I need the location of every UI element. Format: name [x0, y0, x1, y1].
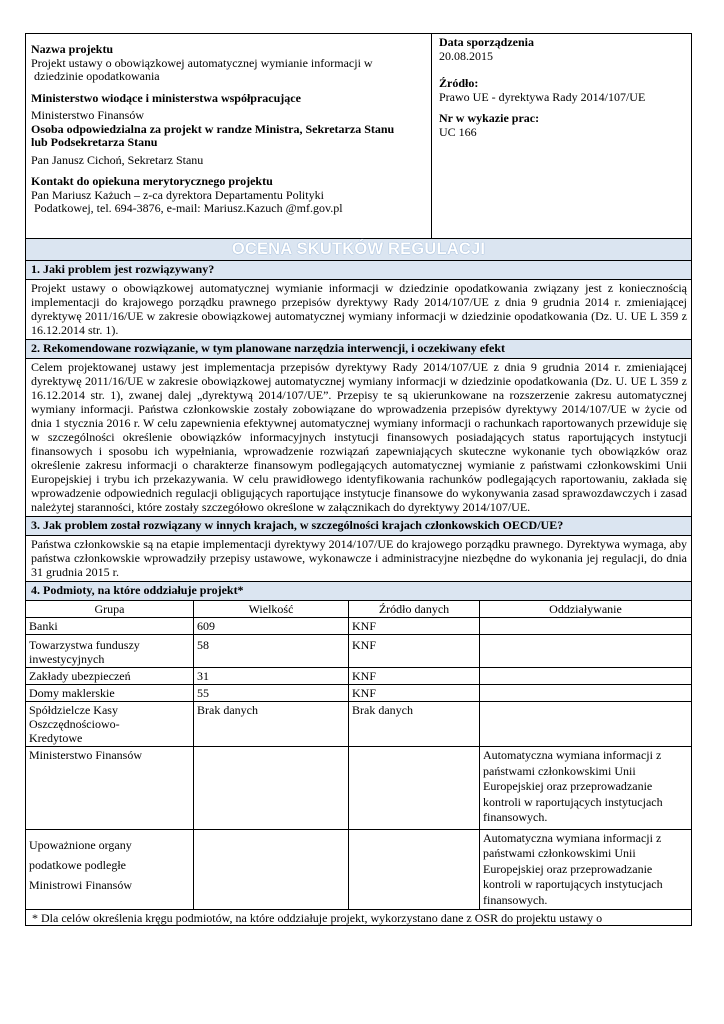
section-3-body: Państwa członkowskie są na etapie implementacji dyrektywy 2014/107/UE do krajowego porządku prawnego. Dyrektywa wymaga, aby państwa członkowskie wprowadziły przepisy ustawowe, wykonawcze i administracyjne niezbędne do wykonania jej regulacji, do dnia 31 grudnia 2015 r. — [26, 536, 692, 582]
project-name-label: Nazwa projektu — [31, 42, 114, 56]
cell-group: Domy maklerskie — [26, 685, 194, 702]
source-value: Prawo UE - dyrektywa Rady 2014/107/UE — [439, 89, 646, 104]
date-label: Data sporządzenia — [439, 35, 534, 49]
section-3-heading: 3. Jak problem został rozwiązany w innych krajach, w szczególności krajach członkowskich OECD/UE? — [26, 517, 692, 536]
contact-label: Kontakt do opiekuna merytorycznego projektu — [31, 174, 273, 188]
registry-label: Nr w wykazie prac: — [439, 111, 540, 125]
cell-impact: Automatyczna wymiana informacji z państwami członkowskimi Unii Europejskiej oraz przeprowadzanie kontroli w raportujących instytucjach finansowych. — [480, 747, 692, 830]
cell-source: KNF — [349, 685, 480, 702]
cell-impact — [480, 685, 692, 702]
ministry-label: Ministerstwo wiodące i ministerstwa współpracujące — [31, 90, 301, 105]
cell-impact: Automatyczna wymiana informacji z państwami członkowskimi Unii Europejskiej oraz przeprowadzanie kontroli w raportujących instytucjach finansowych. — [480, 829, 692, 910]
cell-size: 609 — [194, 618, 349, 635]
section-2-heading-row — [26, 340, 692, 359]
responsible-value: Pan Janusz Cichoń, Sekretarz Stanu — [31, 152, 204, 167]
cell-size: 58 — [194, 635, 349, 668]
cell-source: Brak danych — [349, 702, 480, 747]
document-page — [25, 33, 691, 926]
column-header-impact: Oddziaływanie — [480, 601, 692, 618]
cell-size: 31 — [194, 668, 349, 685]
cell-group: Towarzystwa funduszy inwestycyjnych — [26, 635, 194, 668]
ministry-value: Ministerstwo Finansów — [31, 108, 145, 122]
header-right-cell — [432, 34, 692, 239]
cell-source: KNF — [349, 635, 480, 668]
osr-table — [25, 33, 692, 601]
cell-size: 55 — [194, 685, 349, 702]
column-header-source: Źródło danych — [349, 601, 480, 618]
cell-group: Zakłady ubezpieczeń — [26, 668, 194, 685]
section-1-body-row — [26, 280, 692, 340]
section-4-heading: 4. Podmioty, na które oddziałuje projekt* — [26, 582, 692, 601]
cell-group: Banki — [26, 618, 194, 635]
page-title: OCENA SKUTKÓW REGULACJI — [231, 240, 486, 258]
section-2-heading: 2. Rekomendowane rozwiązanie, w tym planowane narzędzia interwencji, i oczekiwany efekt — [26, 340, 692, 359]
section-2-body-row — [26, 359, 692, 517]
cell-source — [349, 829, 480, 910]
contact-line-1: Pan Mariusz Każuch – z-ca dyrektora Departamentu Polityki — [31, 187, 324, 202]
cell-source: KNF — [349, 618, 480, 635]
section-1-body: Projekt ustawy o obowiązkowej automatycznej wymianie informacji w dziedzinie opodatkowania związany jest z koniecznością implementacji do krajowego porządku prawnego przepisów dyrektywy Rady 2014/107/UE z dnia 9 grudnia 2014 r. zmieniającej dyrektywę 2011/16/UE w zakresie obowiązkowej automatycznej wymiany informacji w dziedzinie opodatkowania (Dz. U. UE L 359 z 16.12.2014 str. 1). — [26, 280, 692, 340]
cell-impact — [480, 635, 692, 668]
title-cell — [26, 239, 692, 261]
header-row — [26, 34, 692, 239]
section-1-heading-row — [26, 261, 692, 280]
section-3-heading-row — [26, 517, 692, 536]
section-1-heading: 1. Jaki problem jest rozwiązywany? — [26, 261, 692, 280]
cell-impact — [480, 668, 692, 685]
cell-size — [194, 829, 349, 910]
cell-size — [194, 747, 349, 830]
footnote-row — [26, 910, 692, 926]
project-name-line-1: Projekt ustawy o obowiązkowej automatycznej wymianie informacji w — [31, 55, 373, 70]
cell-group: Ministerstwo Finansów — [26, 747, 194, 830]
contact-line-2: Podatkowej, tel. 694-3876, e-mail: Mariusz.Kazuch @mf.gov.pl — [31, 201, 343, 215]
cell-source: KNF — [349, 668, 480, 685]
column-header-group: Grupa — [26, 601, 194, 618]
responsible-label-line-2: lub Podsekretarza Stanu — [31, 135, 158, 149]
stakeholders-header-row — [26, 601, 692, 618]
project-name-line-2: dziedzinie opodatkowania — [31, 69, 160, 83]
responsible-label-line-1: Osoba odpowiedzialna za projekt w randze Ministra, Sekretarza Stanu — [31, 121, 395, 136]
table-row — [26, 702, 692, 747]
cell-impact — [480, 702, 692, 747]
title-row — [26, 239, 692, 261]
header-left-cell — [26, 34, 432, 239]
cell-group: Upoważnione organy podatkowe podległe Ministrowi Finansów — [26, 829, 194, 910]
table-row — [26, 668, 692, 685]
source-label: Źródło: — [439, 76, 479, 90]
stakeholders-table — [25, 601, 692, 926]
table-row — [26, 685, 692, 702]
cell-size: Brak danych — [194, 702, 349, 747]
table-row — [26, 747, 692, 830]
date-value: 20.08.2015 — [439, 48, 493, 63]
section-2-body: Celem projektowanej ustawy jest implementacja przepisów dyrektywy Rady 2014/107/UE z dnia 9 grudnia 2014 r. zmieniającej dyrektywę 2011/16/UE w zakresie obowiązkowej automatycznej wymiany informacji w dziedzinie opodatkowania (Dz. U. UE L 359 z 16.12.2014 str. 1), zwanej dalej „dyrektywą 2014/107/UE”. Przepisy te są ukierunkowane na rozszerzenie zakresu automatycznej wymiany informacji. Państwa członkowskie zostały zobowiązane do wprowadzenia przepisów dyrektywy 2014/107/UE w życie od dnia 1 stycznia 2016 r. W celu zapewnienia efektywnej automatycznej wymiany informacji o rachunkach raportowanych przewiduje się w szczególności określenie obowiązków informacyjnych instytucji finansowych posiadających status raportujących instytucji finansowych i sposobu ich wypełniania, wprowadzenie rozwiązań zapewniających skuteczne wykonanie tych obowiązków oraz określenie zakresu informacji o charakterze finansowym podlegających automatycznej wymianie z państwami członkowskimi Unii Europejskiej i trybu ich przekazywania. W celu prawidłowego identyfikowania rachunków podlegających raportowaniu, zakłada się wprowadzenie odpowiednich regulacji obligujących raportujące instytucje finansowe do wykonywania zasad sprawozdawczych i zasad należytej staranności, które zostały szczegółowo określone w załącznikach do dyrektywy 2014/107/UE. — [26, 359, 692, 517]
table-row — [26, 635, 692, 668]
cell-impact — [480, 618, 692, 635]
registry-value: UC 166 — [439, 124, 477, 139]
table-row — [26, 829, 692, 910]
cell-group: Spółdzielcze Kasy Oszczędnościowo-Kredytowe — [26, 702, 194, 747]
section-3-body-row — [26, 536, 692, 582]
footnote: * Dla celów określenia kręgu podmiotów, na które oddziałuje projekt, wykorzystano dane z OSR do projektu ustawy o — [26, 910, 692, 926]
table-row — [26, 618, 692, 635]
section-4-heading-row — [26, 582, 692, 601]
column-header-size: Wielkość — [194, 601, 349, 618]
cell-source — [349, 747, 480, 830]
